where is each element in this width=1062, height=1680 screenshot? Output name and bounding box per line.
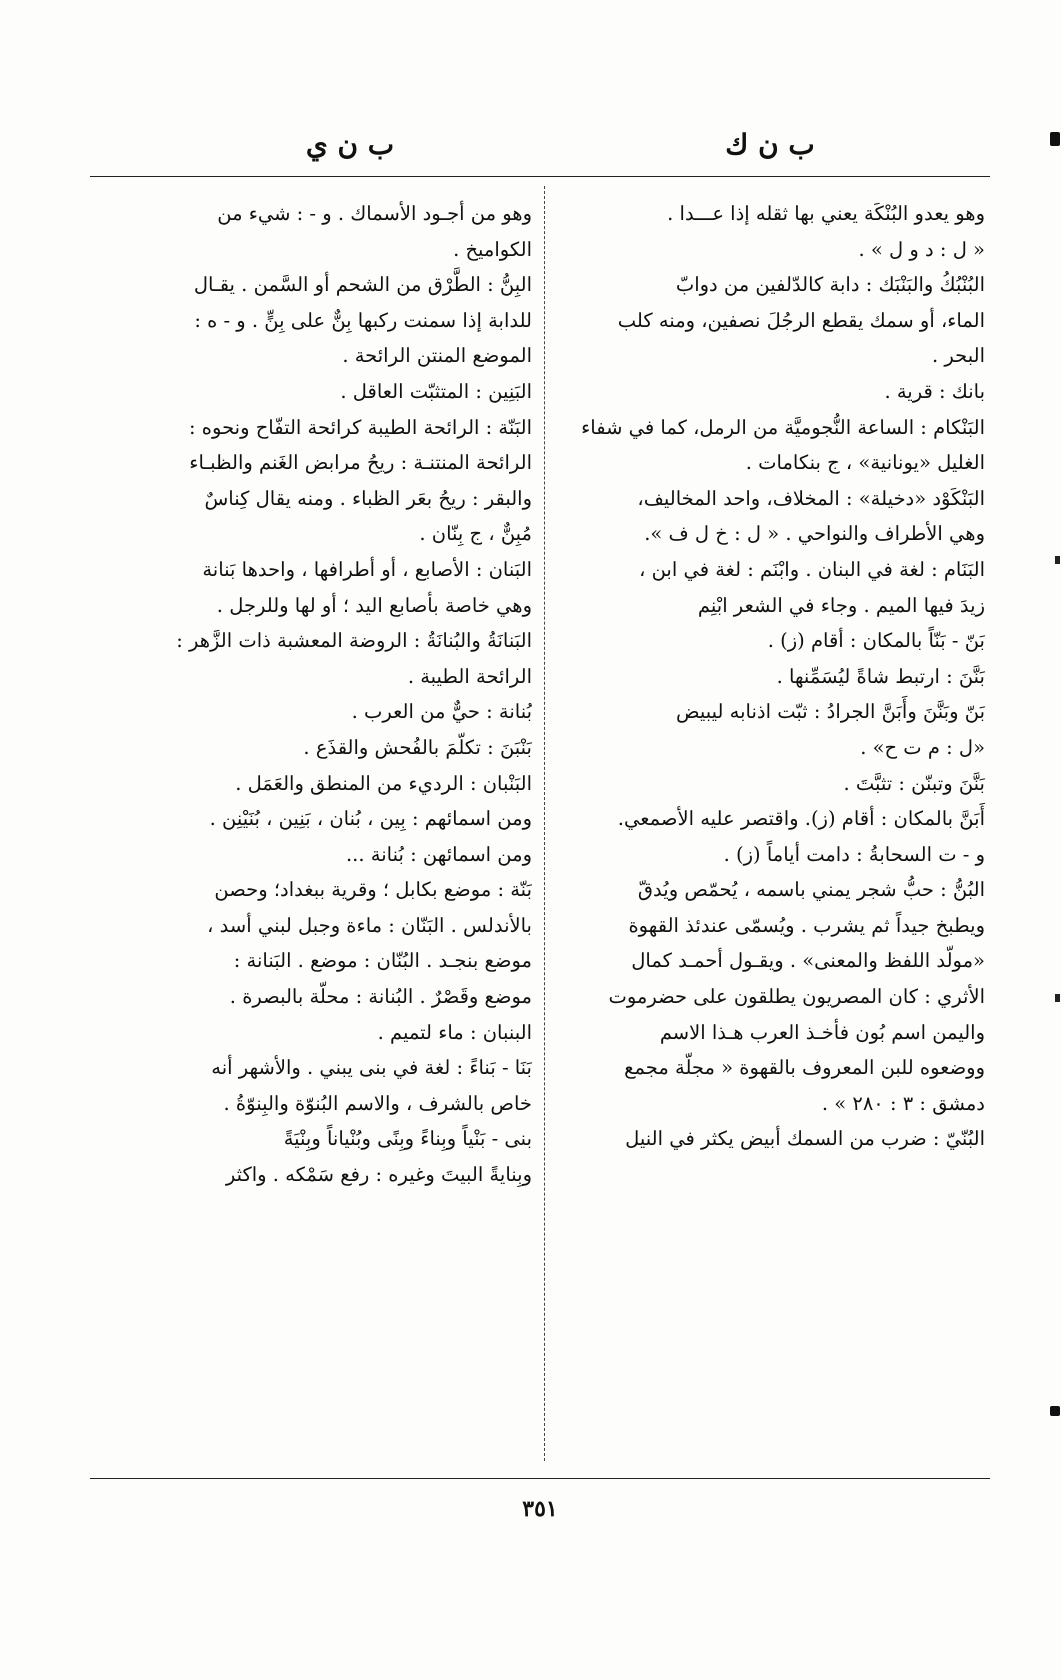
running-header-right: ب ن ك: [725, 128, 815, 161]
entry-line: الرائحة المنتنـة : ريحُ مرابض الغَنم والظبـاء: [189, 451, 532, 475]
footer-rule: [90, 1478, 990, 1479]
scan-edge-mark: [1050, 132, 1060, 146]
dictionary-column-left: [100, 196, 532, 1466]
entry-line: موضع وقَصْرٌ . البُنانة : محلّة بالبصرة .: [229, 985, 532, 1009]
entry-line: وبِنايةً البيتَ وغيره : رفع سَمْكه . واكثر: [225, 1163, 532, 1187]
entry-line: بالأندلس . البَنّان : ماءة وجبل لبني أسد ،: [207, 913, 532, 937]
entry-line: و - ت السحابةُ : دامت أياماً (ز) .: [723, 842, 985, 866]
entry-line: البِنُّ : الطَّرْق من الشحم أو السَّمن . يقـال: [193, 273, 532, 297]
entry-line: موضع بنجـد . البُنّان : موضع . البَنانة :: [233, 949, 532, 973]
entry-line: البَنْبان : الرديء من المنطق والعَمَل .: [235, 771, 532, 795]
entry-line: زيدَ فيها الميم . وجاء في الشعر ابْنِم: [697, 593, 985, 617]
entry-line: « ل : د و ل » .: [858, 237, 985, 261]
dictionary-column-right: [560, 196, 985, 1466]
entry-line: «مولّد اللفظ والمعنى» . ويقـول أحمـد كمال: [631, 949, 985, 973]
entry-line: دمشق : ٣ : ٢٨٠ » .: [821, 1091, 985, 1115]
entry-line: بَنّة : موضع بكابل ؛ وقرية ببغداد؛ وحصن: [214, 878, 532, 902]
entry-line: بَنْبَنَ : تكلّمَ بالفُحش والقذَع .: [303, 735, 532, 759]
entry-line: بَنَّنَ وتبنّن : تثبَّتَ .: [843, 771, 985, 795]
entry-line: الماء، أو سمك يقطع الرجُلَ نصفين، ومنه كلب: [617, 308, 985, 332]
entry-line: للدابة إذا سمنت ركبها بِنٌّ على بِنٍّ . و - ه :: [194, 308, 532, 332]
entry-line: واليمن اسم بُون فأخـذ العرب هـذا الاسم: [659, 1020, 985, 1044]
entry-line: وهي خاصة بأصابع اليد ؛ أو لها وللرجل .: [216, 593, 532, 617]
entry-line: البحر .: [932, 344, 985, 368]
entry-line: ومن اسمائهن : بُنانة ...: [345, 842, 532, 866]
entry-line: البُنْبُكُ والبَنْبَك : دابة كالدّلفين من دوابّ: [675, 273, 985, 297]
entry-line: الموضع المنتن الرائحة .: [342, 344, 532, 368]
entry-line: ومن اسمائهم : بِين ، بُنان ، بَنِين ، بُنَيْنِن .: [209, 807, 532, 831]
entry-line: وهو من أجـود الأسماك . و - : شيء من: [217, 202, 532, 225]
entry-line: الرائحة الطيبة .: [407, 664, 532, 688]
scan-edge-mark: [1050, 1406, 1060, 1416]
entry-line: البَنِين : المتثبّت العاقل .: [340, 379, 532, 403]
running-header-left: ب ن ي: [305, 128, 395, 161]
entry-line: ووضعوه للبن المعروف بالقهوة « مجلّة مجمع: [624, 1056, 985, 1080]
column-divider: [544, 186, 545, 1461]
scan-edge-mark: [1055, 994, 1060, 1002]
entry-line: الأثري : كان المصريون يطلقون على حضرموت: [608, 985, 985, 1009]
entry-line: ويطبخ جيداً ثم يشرب . ويُسمّى عندئذ القهوة: [628, 913, 985, 937]
entry-line: وهي الأطراف والنواحي . « ل : خ ل ف ».: [644, 522, 985, 546]
entry-line: «ل : م ت ح» .: [860, 735, 985, 759]
header-rule: [90, 176, 990, 177]
entry-line: البنبان : ماء لتميم .: [377, 1020, 532, 1044]
entry-line: الغليل «يونانية» ، ج بنكامات .: [745, 451, 985, 475]
scan-edge-mark: [1055, 556, 1060, 564]
page-number: ٣٥١: [522, 1496, 558, 1522]
entry-line: أَبَنَّ بالمكان : أقام (ز). واقتصر عليه الأصمعي.: [617, 807, 985, 831]
entry-line: بَنّ وبَنَّنَ وأَبَنَّ الجرادُ : ثبّت اذنابه ليبيض: [675, 700, 985, 724]
entry-line: وهو يعدو البُنْكَة يعني بها ثقله إذا عـــدا .: [667, 202, 985, 225]
entry-line: البُنُّ : حبُّ شجر يمني باسمه ، يُحمّص ويُدقّ: [637, 878, 985, 902]
entry-line: البَنانَةُ والبُنانَةُ : الروضة المعشبة ذات الزَّهر :: [176, 629, 532, 653]
entry-line: البَنْكام : الساعة النُّجوميَّة من الرمل، كما في شفاء: [581, 415, 985, 439]
entry-line: بانك : قرية .: [884, 379, 985, 403]
entry-line: خاص بالشرف ، والاسم البُنوّة والبِنوّةُ .: [223, 1091, 532, 1115]
entry-line: البَنْكَوْد «دخيلة» : المخلاف، واحد المخاليف،: [637, 486, 985, 510]
entry-line: البَنَام : لغة في البنان . وابْنَم : لغة في ابن ،: [639, 557, 985, 581]
entry-line: بَنَّنَ : ارتبط شاةً ليُسَمِّنها .: [776, 664, 985, 688]
entry-line: مُبِنٌّ ، ج بِنّان .: [419, 522, 532, 546]
entry-line: البُنّيّ : ضرب من السمك أبيض يكثر في النيل: [625, 1127, 985, 1151]
entry-line: بنى - بَنْياً وبِناءً وبِنًى وبُنْياناً وبِنْيَةً: [283, 1127, 532, 1151]
entry-line: البَنّة : الرائحة الطيبة كرائحة التفّاح ونحوه :: [189, 415, 532, 439]
entry-line: الكوامیخ .: [453, 237, 532, 261]
entry-line: بَنَا - بَناءً : لغة في بنى يبني . والأشهر أنه: [211, 1056, 532, 1080]
entry-line: بَنّ - بَنّاً بالمكان : أقام (ز) .: [767, 629, 985, 653]
entry-line: البَنان : الأصابع ، أو أطرافها ، واحدها بَنانة: [202, 557, 532, 581]
entry-line: والبقر : ريحُ بعَر الظباء . ومنه يقال كِناسٌ: [204, 486, 532, 510]
entry-line: بُنانة : حيٌّ من العرب .: [351, 700, 532, 724]
